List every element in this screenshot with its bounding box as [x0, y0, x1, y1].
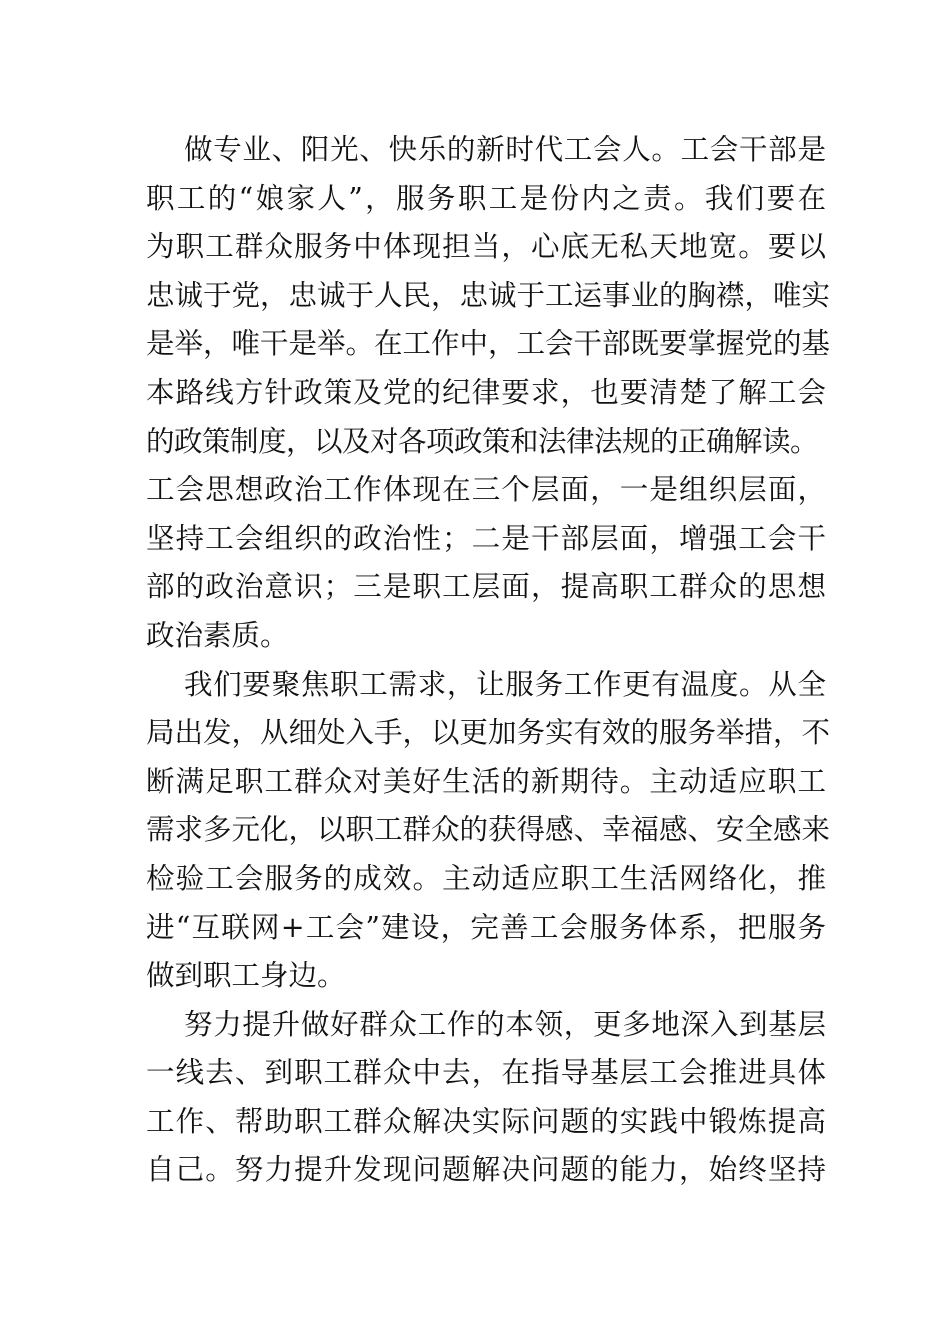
text-line: 工作、帮助职工群众解决实际问题的实践中锻炼提高: [146, 1104, 826, 1138]
text-line: 自己。努力提升发现问题解决问题的能力，始终坚持: [146, 1153, 826, 1187]
text-line: 进“互联网+工会”建设，完善工会服务体系，把服务: [146, 910, 826, 944]
text-line: 断满足职工群众对美好生活的新期待。主动适应职工: [146, 764, 826, 798]
text-line: 一线去、到职工群众中去，在指导基层工会推进具体: [146, 1056, 826, 1090]
text-line: 局出发，从细处入手，以更加务实有效的服务举措，不: [146, 716, 831, 750]
text-line: 为职工群众服务中体现担当，心底无私天地宽。要以: [146, 230, 826, 264]
body-text: [146, 126, 831, 1195]
text-line: 的政策制度，以及对各项政策和法律法规的正确解读。: [146, 424, 819, 458]
text-line: 我们要聚焦职工需求，让服务工作更有温度。从全: [184, 667, 826, 701]
text-line: 工会思想政治工作体现在三个层面，一是组织层面，: [146, 473, 826, 507]
text-line: 本路线方针政策及党的纪律要求，也要清楚了解工会: [146, 375, 826, 409]
text-line: 职工的“娘家人”，服务职工是份内之责。我们要在: [146, 181, 826, 215]
text-line: 是举，唯干是举。在工作中，工会干部既要掌握党的基: [146, 327, 831, 361]
text-line: 需求多元化，以职工群众的获得感、幸福感、安全感来: [146, 813, 831, 847]
text-line: 努力提升做好群众工作的本领，更多地深入到基层: [184, 1007, 826, 1041]
text-line: 检验工会服务的成效。主动适应职工生活网络化，推: [146, 861, 826, 895]
paragraph-3: [146, 1001, 826, 1195]
paragraph-2: [146, 661, 831, 1001]
text-line: 做到职工身边。: [146, 959, 346, 993]
text-line: 政治素质。: [146, 618, 289, 652]
paragraph-1: [146, 126, 831, 661]
text-line: 忠诚于党，忠诚于人民，忠诚于工运事业的胸襟，唯实: [146, 278, 831, 312]
text-line: 做专业、阳光、快乐的新时代工会人。工会干部是: [184, 133, 826, 166]
text-line: 坚持工会组织的政治性；二是干部层面，增强工会干: [146, 521, 826, 555]
text-line: 部的政治意识；三是职工层面，提高职工群众的思想: [146, 570, 826, 604]
